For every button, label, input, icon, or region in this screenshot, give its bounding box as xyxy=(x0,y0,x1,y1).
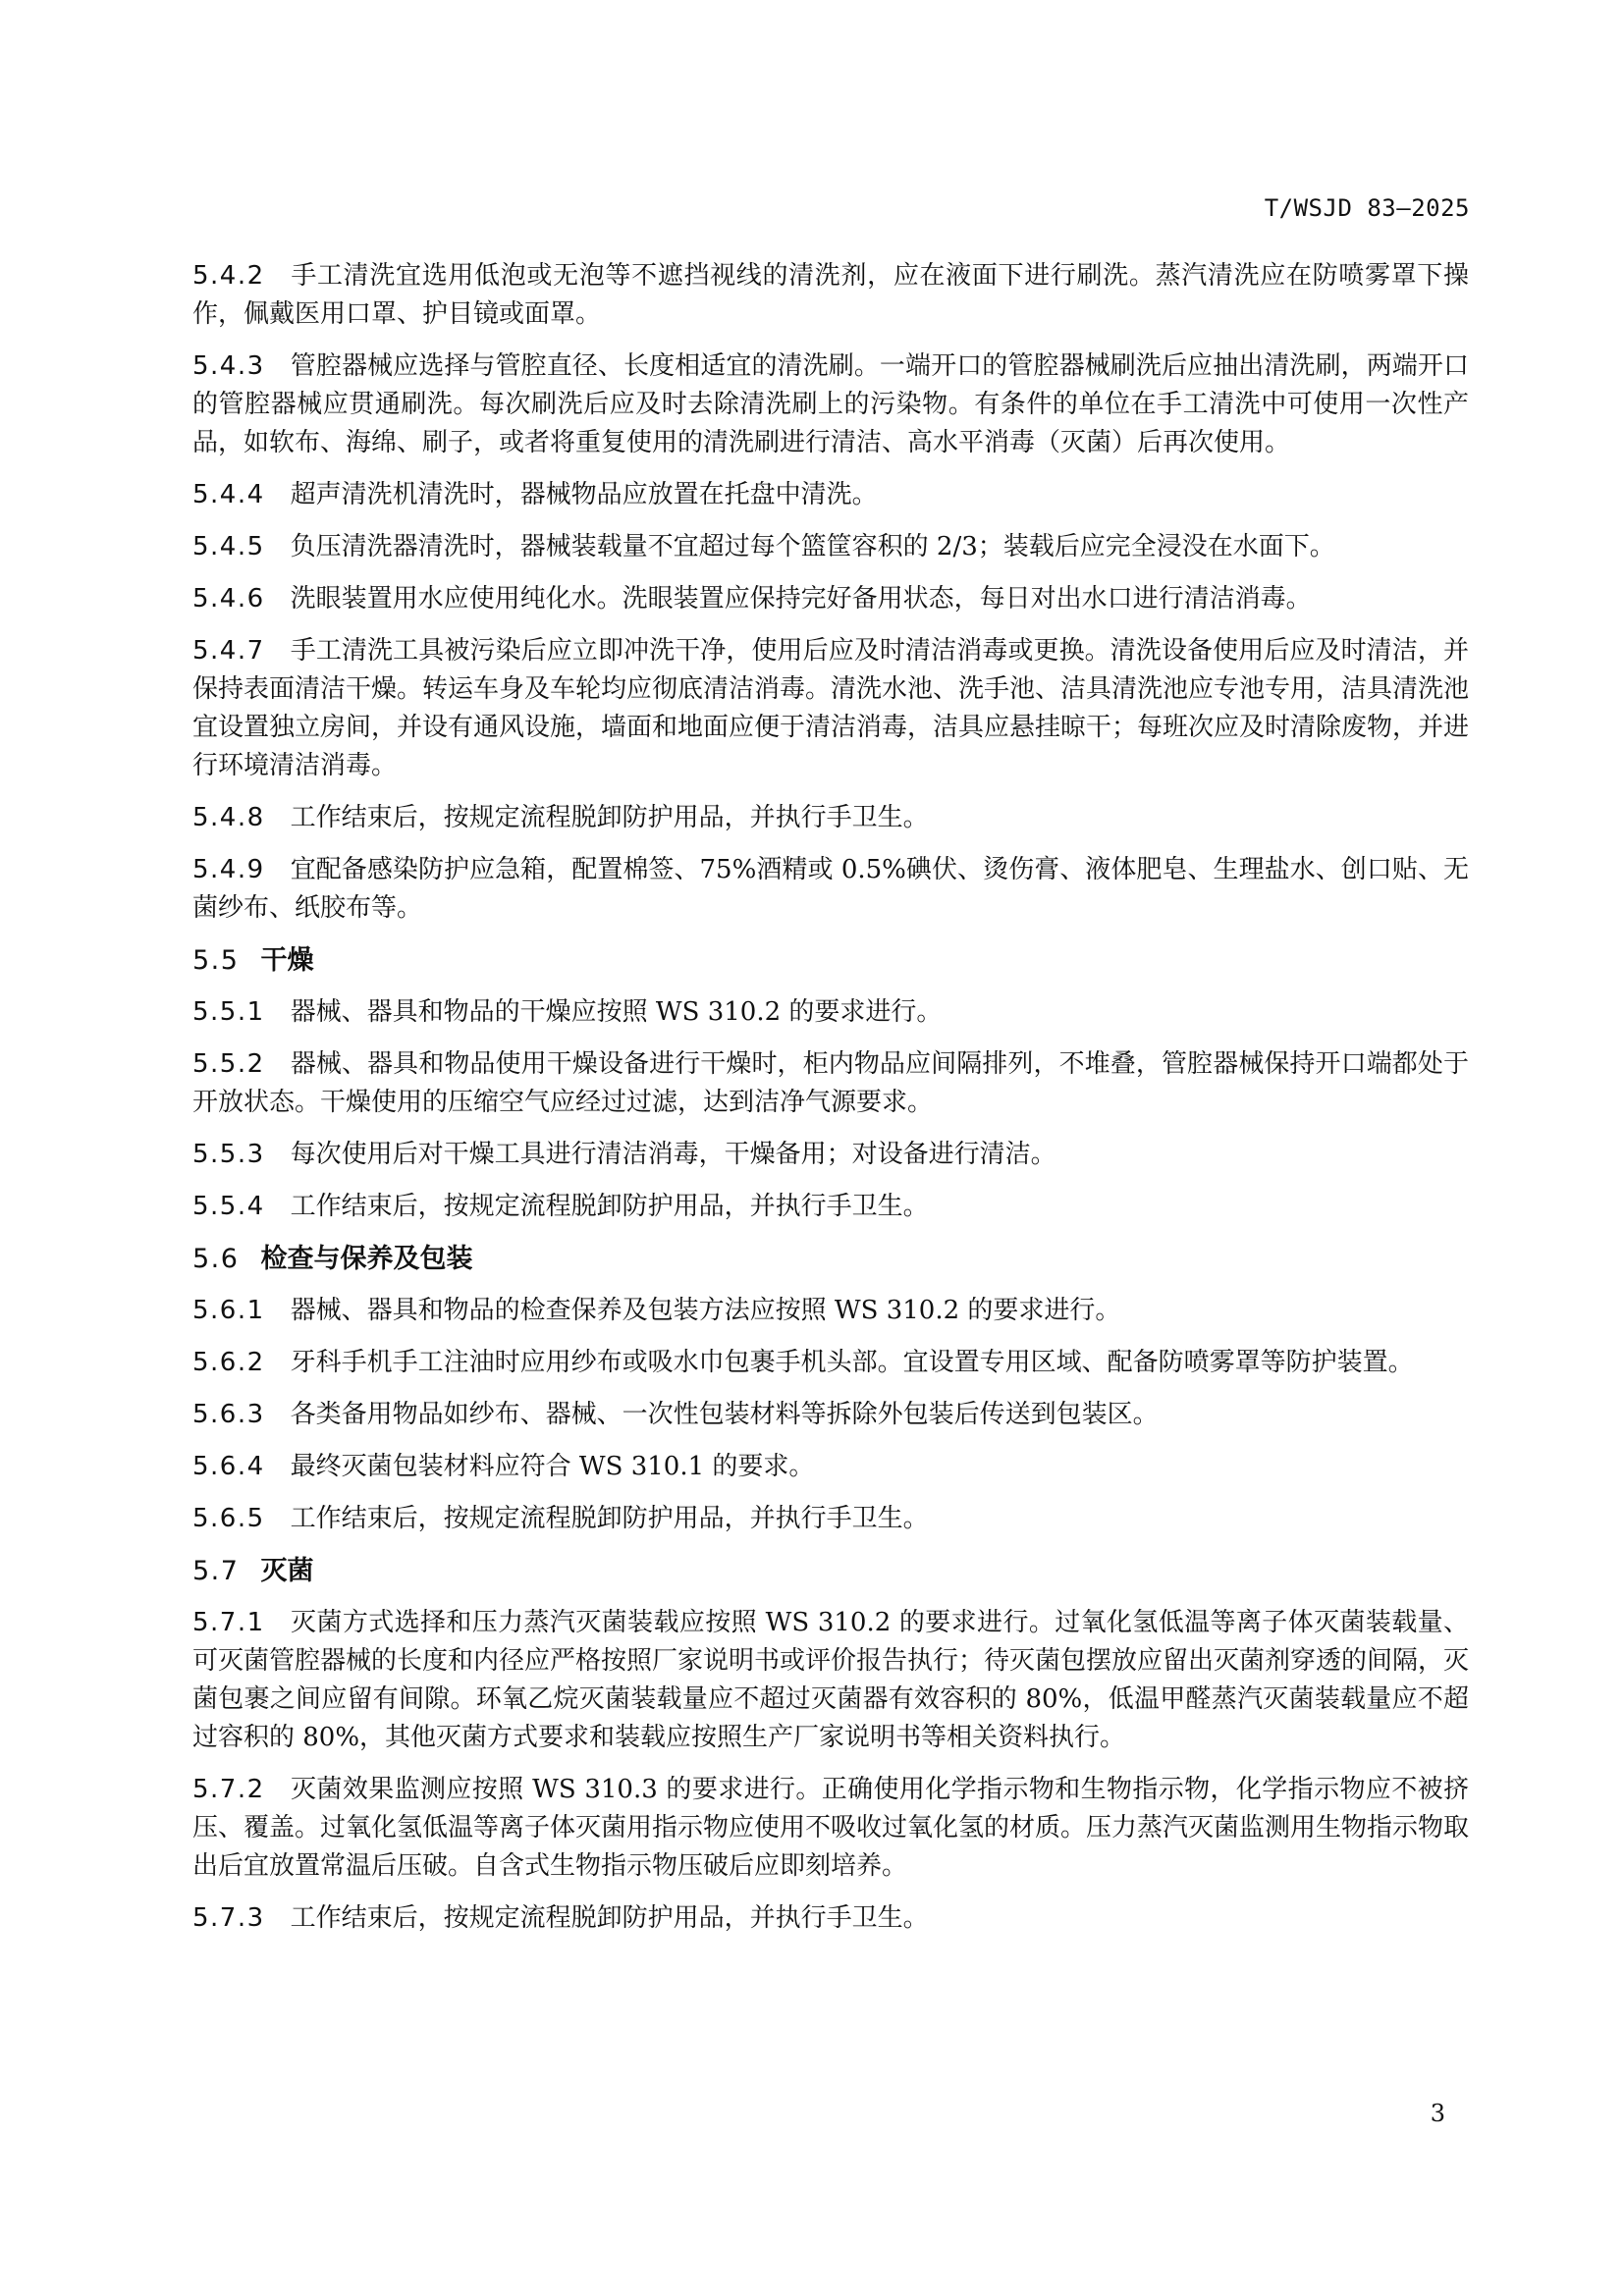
section-title: 检查与保养及包装 xyxy=(260,1244,473,1274)
section-heading xyxy=(192,1552,1469,1590)
clause-number: 5.5.2 xyxy=(192,1049,265,1079)
clause-text: 宜配备感染防护应急箱，配置棉签、75%酒精或 0.5%碘伏、烫伤膏、液体肥皂、生理盐水、创口贴、无菌纱布、纸胶布等。 xyxy=(192,855,1469,923)
section-heading xyxy=(192,1240,1469,1278)
clause-text: 管腔器械应选择与管腔直径、长度相适宜的清洗刷。一端开口的管腔器械刷洗后应抽出清洗刷，两端开口的管腔器械应贯通刷洗。每次刷洗后应及时去除清洗刷上的污染物。有条件的单位在手工清洗中可使用一次性产品，如软布、海绵、刷子，或者将重复使用的清洗刷进行清洁、高水平消毒（灭菌）后再次使用。 xyxy=(192,351,1469,457)
clause-text: 超声清洗机清洗时，器械物品应放置在托盘中清洗。 xyxy=(290,480,878,509)
clause-number: 5.4.5 xyxy=(192,532,265,561)
clause-number: 5.7.1 xyxy=(192,1608,265,1637)
clause-paragraph xyxy=(192,1500,1469,1538)
clause-text: 每次使用后对干燥工具进行清洁消毒，干燥备用；对设备进行清洁。 xyxy=(290,1140,1056,1169)
clause-paragraph xyxy=(192,1604,1469,1757)
clause-paragraph xyxy=(192,1188,1469,1226)
clause-number: 5.4.6 xyxy=(192,584,265,614)
section-number: 5.7 xyxy=(192,1556,240,1586)
document-body xyxy=(192,257,1469,1951)
clause-text: 洗眼装置用水应使用纯化水。洗眼装置应保持完好备用状态，每日对出水口进行清洁消毒。 xyxy=(290,584,1312,614)
clause-number: 5.5.1 xyxy=(192,997,265,1027)
clause-number: 5.4.7 xyxy=(192,636,265,666)
clause-number: 5.4.4 xyxy=(192,480,265,509)
clause-number: 5.7.3 xyxy=(192,1903,265,1933)
clause-text: 工作结束后，按规定流程脱卸防护用品，并执行手卫生。 xyxy=(290,1192,929,1221)
clause-number: 5.4.3 xyxy=(192,351,265,381)
clause-text: 工作结束后，按规定流程脱卸防护用品，并执行手卫生。 xyxy=(290,803,929,832)
clause-paragraph xyxy=(192,580,1469,618)
section-title: 干燥 xyxy=(260,945,314,976)
clause-paragraph xyxy=(192,851,1469,928)
clause-text: 各类备用物品如纱布、器械、一次性包装材料等拆除外包装后传送到包装区。 xyxy=(290,1400,1159,1429)
clause-paragraph xyxy=(192,1448,1469,1486)
clause-paragraph xyxy=(192,1396,1469,1434)
clause-text: 器械、器具和物品的检查保养及包装方法应按照 WS 310.2 的要求进行。 xyxy=(290,1296,1121,1325)
clause-number: 5.4.8 xyxy=(192,803,265,832)
clause-number: 5.6.1 xyxy=(192,1296,265,1325)
clause-number: 5.5.4 xyxy=(192,1192,265,1221)
section-number: 5.6 xyxy=(192,1244,240,1274)
clause-number: 5.6.3 xyxy=(192,1400,265,1429)
clause-paragraph xyxy=(192,1344,1469,1382)
clause-text: 器械、器具和物品的干燥应按照 WS 310.2 的要求进行。 xyxy=(290,997,943,1027)
clause-paragraph xyxy=(192,799,1469,837)
clause-text: 牙科手机手工注油时应用纱布或吸水巾包裹手机头部。宜设置专用区域、配备防喷雾罩等防护装置。 xyxy=(290,1348,1414,1377)
section-heading xyxy=(192,941,1469,980)
clause-text: 最终灭菌包装材料应符合 WS 310.1 的要求。 xyxy=(290,1452,815,1481)
document-code: T/WSJD 83—2025 xyxy=(1264,194,1470,222)
clause-paragraph xyxy=(192,1292,1469,1330)
clause-paragraph xyxy=(192,1136,1469,1174)
clause-text: 灭菌效果监测应按照 WS 310.3 的要求进行。正确使用化学指示物和生物指示物，化学指示物应不被挤压、覆盖。过氧化氢低温等离子体灭菌用指示物应使用不吸收过氧化氢的材质。压力蒸汽灭菌监测用生物指示物取出后宜放置常温后压破。自含式生物指示物压破后应即刻培养。 xyxy=(192,1775,1470,1881)
clause-paragraph xyxy=(192,476,1469,514)
clause-paragraph xyxy=(192,1771,1469,1886)
clause-number: 5.6.5 xyxy=(192,1504,265,1533)
clause-paragraph xyxy=(192,1045,1469,1122)
clause-paragraph xyxy=(192,632,1469,785)
clause-number: 5.4.2 xyxy=(192,261,265,291)
clause-paragraph xyxy=(192,257,1469,334)
clause-number: 5.7.2 xyxy=(192,1775,265,1804)
clause-number: 5.5.3 xyxy=(192,1140,265,1169)
clause-paragraph xyxy=(192,528,1469,566)
clause-text: 手工清洗工具被污染后应立即冲洗干净，使用后应及时清洁消毒或更换。清洗设备使用后应及时清洁，并保持表面清洁干燥。转运车身及车轮均应彻底清洁消毒。清洗水池、洗手池、洁具清洗池应专池专用，洁具清洗池宜设置独立房间，并设有通风设施，墙面和地面应便于清洁消毒，洁具应悬挂晾干；每班次应及时清除废物，并进行环境清洁消毒。 xyxy=(192,636,1470,780)
section-title: 灭菌 xyxy=(260,1556,314,1586)
page-number: 3 xyxy=(1430,2100,1445,2127)
section-number: 5.5 xyxy=(192,945,240,976)
clause-paragraph xyxy=(192,993,1469,1032)
clause-number: 5.4.9 xyxy=(192,855,265,884)
clause-text: 手工清洗宜选用低泡或无泡等不遮挡视线的清洗剂，应在液面下进行刷洗。蒸汽清洗应在防喷雾罩下操作，佩戴医用口罩、护目镜或面罩。 xyxy=(192,261,1469,329)
clause-text: 工作结束后，按规定流程脱卸防护用品，并执行手卫生。 xyxy=(290,1903,929,1933)
clause-paragraph xyxy=(192,1899,1469,1938)
clause-paragraph xyxy=(192,347,1469,462)
clause-number: 5.6.4 xyxy=(192,1452,265,1481)
clause-text: 负压清洗器清洗时，器械装载量不宜超过每个篮筐容积的 2/3；装载后应完全浸没在水面下。 xyxy=(290,532,1335,561)
clause-text: 工作结束后，按规定流程脱卸防护用品，并执行手卫生。 xyxy=(290,1504,929,1533)
clause-number: 5.6.2 xyxy=(192,1348,265,1377)
clause-text: 器械、器具和物品使用干燥设备进行干燥时，柜内物品应间隔排列，不堆叠，管腔器械保持开口端都处于开放状态。干燥使用的压缩空气应经过过滤，达到洁净气源要求。 xyxy=(192,1049,1469,1117)
clause-text: 灭菌方式选择和压力蒸汽灭菌装载应按照 WS 310.2 的要求进行。过氧化氢低温等离子体灭菌装载量、可灭菌管腔器械的长度和内径应严格按照厂家说明书或评价报告执行；待灭菌包摆放应留出灭菌剂穿透的间隔，灭菌包裹之间应留有间隙。环氧乙烷灭菌装载量应不超过灭菌器有效容积的 80%，低温甲醛蒸汽灭菌装载量应不超过容积的 80%，其他灭菌方式要求和装载应按照生产厂家说明书等相关资料执行。 xyxy=(192,1608,1470,1752)
